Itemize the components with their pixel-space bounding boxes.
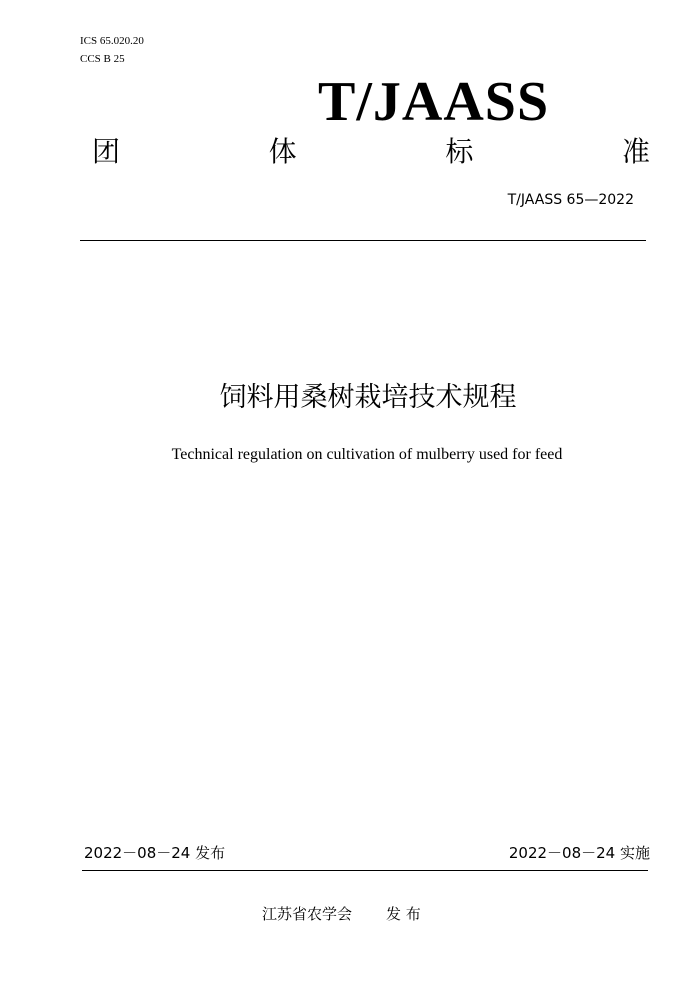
- footer-divider: [82, 870, 648, 871]
- implementation-date: 2022－08－24 实施: [508, 844, 650, 862]
- document-title-english: Technical regulation on cultivation of mulberry used for feed: [171, 446, 563, 463]
- association-logo: T/JAASS: [318, 71, 550, 133]
- ics-code: ICS 65.020.20: [80, 35, 144, 47]
- issue-date: 2022－08－24 发布: [84, 844, 226, 862]
- standard-type-char: 团: [92, 135, 121, 168]
- issuer-line: [262, 903, 421, 925]
- header-divider: [80, 240, 646, 241]
- standard-type-heading: [92, 134, 650, 170]
- standard-type-char: 标: [445, 135, 474, 168]
- standard-number: T/JAASS 65—2022: [507, 192, 634, 208]
- standard-type-char: 准: [621, 135, 650, 168]
- issuer-action: 发 布: [386, 905, 421, 923]
- standard-type-char: 体: [268, 135, 297, 168]
- ccs-code: CCS B 25: [80, 53, 125, 65]
- document-title-chinese: 饲料用桑树栽培技术规程: [219, 382, 517, 413]
- issuer-organization: 江苏省农学会: [262, 905, 353, 923]
